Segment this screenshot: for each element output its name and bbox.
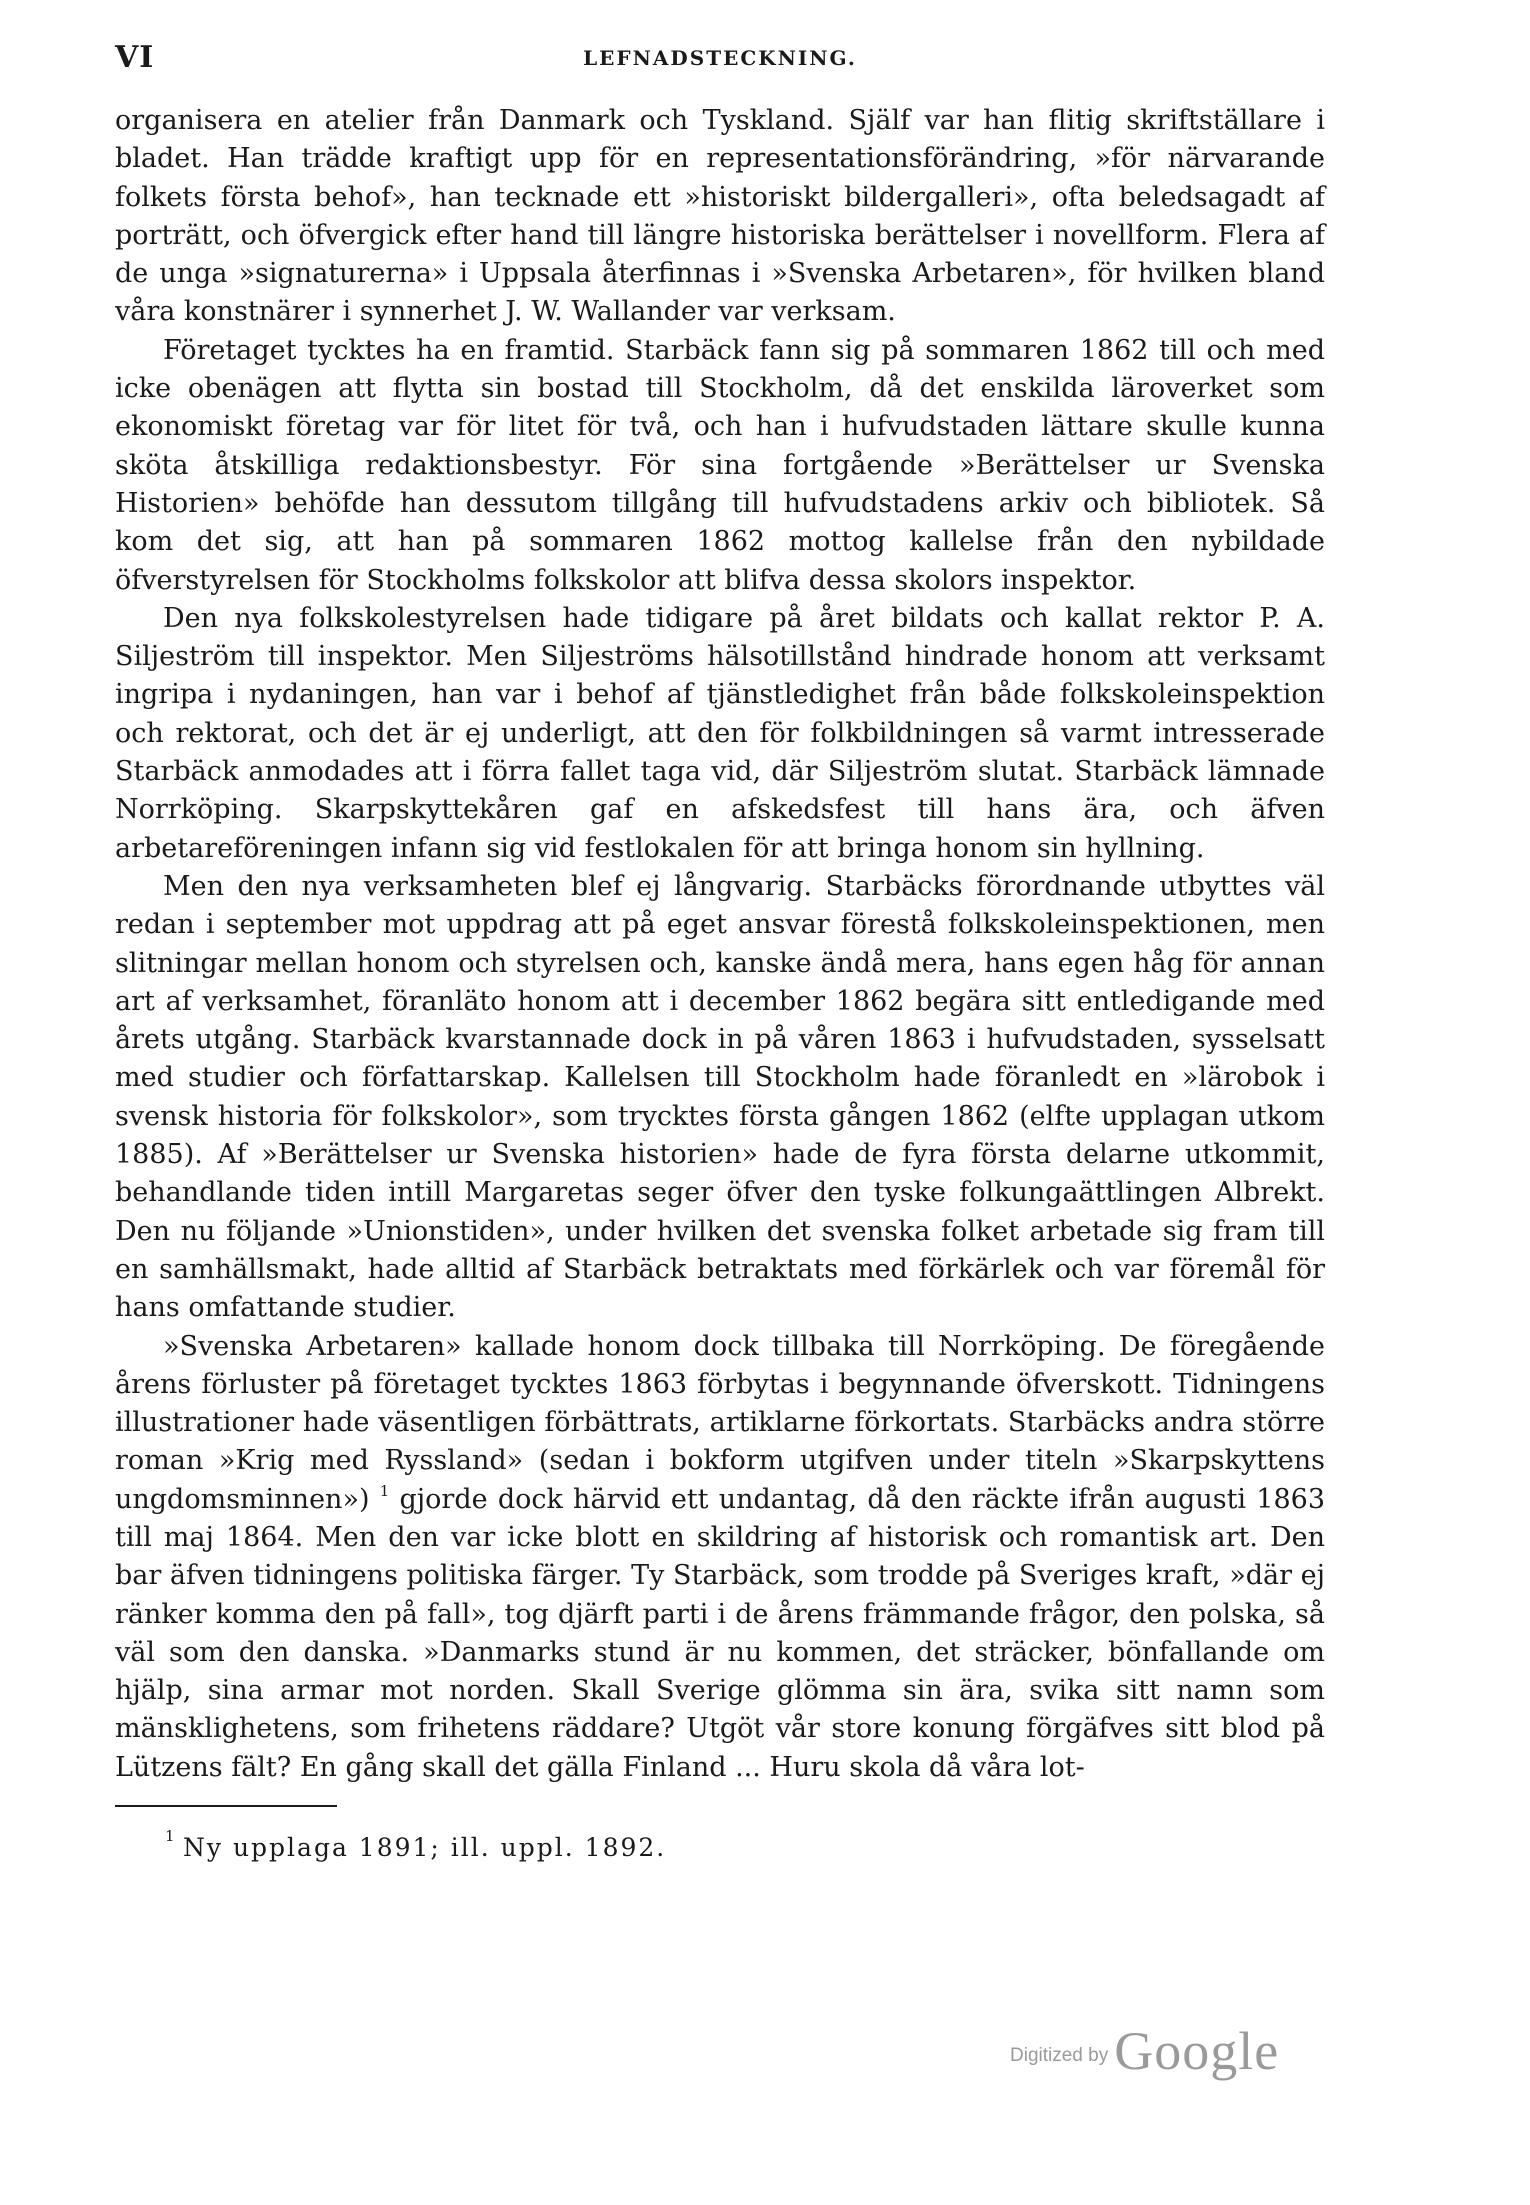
- running-head: [115, 40, 1325, 80]
- digitized-by-google-watermark: [1010, 2020, 1279, 2082]
- paragraph-5: [115, 1328, 1325, 1788]
- book-page: [115, 40, 1325, 1862]
- digitized-by-label: Digitized by: [1010, 2045, 1109, 2066]
- page-number: VI: [115, 40, 155, 75]
- paragraph-5-continued: gjorde dock härvid ett undantag, då den räckte ifrån augusti 1863 till maj 1864. Men den var icke blott en skildring af historisk och romantisk art. Den bar äfven tidningens politiska färger. Ty Starbäck, som trodde på Sveriges kraft, »där ej ränker komma den på fall», tog djärft parti i de årens främmande frågor, den polska, så väl som den danska. »Danmarks stund är nu kommen, det sträcker, bönfallande om hjälp, sina armar mot norden. Skall Sverige glömma sin ära, svika sitt namn som mänsklighetens, som frihetens räddare? Utgöt vår store konung förgäfves sitt blod på Lützens fält? En gång skall det gälla Finland ... Huru skola då våra lot-: [115, 1483, 1325, 1783]
- paragraph-3: Den nya folkskolestyrelsen hade tidigare på året bildats och kallat rektor P. A. Siljeström till inspektor. Men Siljeströms hälsotillstånd hindrade honom att verksamt ingripa i nydaningen, han var i behof af tjänstledighet från både folkskoleinspektion och rektorat, och det är ej underligt, att den för folkbildningen så varmt intresserade Starbäck anmodades att i förra fallet taga vid, där Siljeström slutat. Starbäck lämnade Norrköping. Skarpskyttekåren gaf en afskedsfest till hans ära, och äfven arbetareföreningen infann sig vid festlokalen för att bringa honom sin hyllning.: [115, 602, 1325, 864]
- footnote: [115, 1827, 1325, 1863]
- paragraph-4: Men den nya verksamheten blef ej långvarig. Starbäcks förordnande utbyttes väl redan i september mot uppdrag att på eget ansvar förestå folkskoleinspektionen, men slitningar mellan honom och styrelsen och, kanske ändå mera, hans egen håg för annan art af verksamhet, föranläto honom att i december 1862 begära sitt entledigande med årets utgång. Starbäck kvarstannade dock in på våren 1863 i hufvudstaden, sysselsatt med studier och författarskap. Kallelsen till Stockholm hade föranledt en »lärobok i svensk historia för folkskolor», som trycktes första gången 1862 (elfte upplagan utkom 1885). Af »Berättelser ur Svenska historien» hade de fyra första delarne utkommit, behandlande tiden intill Margaretas seger öfver den tyske folkungaättlingen Albrekt. Den nu följande »Unionstiden», under hvilken det svenska folket arbetade sig fram till en samhällsmakt, hade alltid af Starbäck betraktats med förkärlek och var föremål för hans omfattande studier.: [115, 870, 1325, 1324]
- footnote-rule: [115, 1805, 337, 1807]
- body-text: [115, 102, 1325, 1787]
- google-wordmark: Google: [1114, 2021, 1280, 2081]
- paragraph-2: Företaget tycktes ha en framtid. Starbäck fann sig på sommaren 1862 till och med icke obenägen att flytta sin bostad till Stockholm, då det enskilda läroverket som ekonomiskt företag var för litet för två, och han i hufvudstaden lättare skulle kunna sköta åtskilliga redaktionsbestyr. För sina fortgående »Berättelser ur Svenska Historien» behöfde han dessutom tillgång till hufvudstadens arkiv och bibliotek. Så kom det sig, att han på sommaren 1862 mottog kallelse från den nybildade öfverstyrelsen för Stockholms folkskolor att blifva dessa skolors inspektor.: [115, 334, 1325, 596]
- paragraph-1: organisera en atelier från Danmark och Tyskland. Själf var han flitig skriftställare i bladet. Han trädde kraftigt upp för en representationsförändring, »för närvarande folkets första behof», han tecknade ett »historiskt bildergalleri», ofta beledsagadt af porträtt, och öfvergick efter hand till längre historiska berättelser i novellform. Flera af de unga »signaturerna» i Uppsala återfinnas i »Svenska Arbetaren», för hvilken bland våra konstnärer i synnerhet J. W. Wallander var verksam.: [115, 105, 1325, 328]
- running-title: LEFNADSTECKNING.: [583, 46, 857, 70]
- footnote-marker: 1: [165, 1827, 177, 1846]
- paragraph-5-text: »Svenska Arbetaren» kallade honom dock tillbaka till Norrköping. De föregående årens förluster på företaget tycktes 1863 förbytas i begynnande öfverskott. Tidningens illustrationer hade väsentligen förbättrats, artiklarne förkortats. Starbäcks andra större roman »Krig med Ryssland» (sedan i bokform utgifven under titeln »Skarpskyttens ungdomsminnen»): [115, 1330, 1325, 1515]
- footnote-text: Ny upplaga 1891; ill. uppl. 1892.: [183, 1833, 667, 1863]
- footnote-reference: 1: [379, 1481, 390, 1500]
